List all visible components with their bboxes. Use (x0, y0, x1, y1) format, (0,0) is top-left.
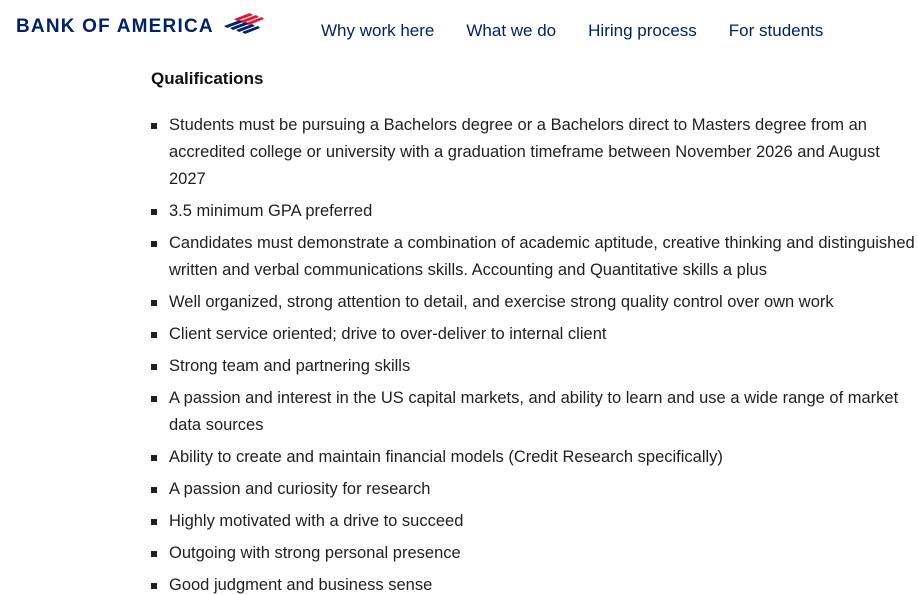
list-item-text: Candidates must demonstrate a combination of academic aptitude, creative thinking and distinguished written and verbal communications skills. Accounting and Quantitative skills a plus (169, 234, 915, 279)
list-item-text: Well organized, strong attention to detail, and exercise strong quality control over own work (169, 293, 834, 311)
bullet-icon (151, 583, 157, 589)
nav-what-we-do[interactable]: What we do (466, 21, 557, 40)
list-item (151, 572, 917, 595)
bullet-icon (151, 455, 157, 461)
bullet-icon (151, 364, 157, 370)
list-item (151, 540, 917, 567)
list-item-text: Strong team and partnering skills (169, 357, 411, 375)
bullet-icon (151, 241, 157, 247)
bullet-icon (151, 123, 157, 129)
list-item (151, 112, 917, 193)
list-item-text: Highly motivated with a drive to succeed (169, 512, 464, 530)
bullet-icon (151, 300, 157, 306)
bullet-icon (151, 332, 157, 338)
bullet-icon (151, 551, 157, 557)
section-title: Qualifications (151, 69, 264, 88)
main-nav (321, 20, 823, 42)
nav-hiring-process[interactable]: Hiring process (588, 21, 697, 40)
list-item (151, 508, 917, 535)
nav-for-students[interactable]: For students (728, 21, 824, 40)
qualifications-list (151, 112, 917, 595)
list-item-text: Students must be pursuing a Bachelors degree or a Bachelors direct to Masters degree from an accredited college or university with a graduation timeframe between November 2026 and August 2027 (169, 116, 880, 188)
bullet-icon (151, 487, 157, 493)
list-item-text: Ability to create and maintain financial models (Credit Research specifically) (169, 448, 723, 466)
list-item-text: 3.5 minimum GPA preferred (169, 202, 373, 220)
logo-text: BANK OF AMERICA (16, 16, 214, 37)
list-item (151, 230, 917, 284)
list-item (151, 198, 917, 225)
list-item (151, 444, 917, 471)
qualifications-section (151, 68, 917, 594)
bank-of-america-logo[interactable] (16, 16, 264, 38)
list-item (151, 385, 917, 439)
list-item (151, 353, 917, 380)
list-item (151, 289, 917, 316)
site-header (0, 0, 917, 62)
bullet-icon (151, 209, 157, 215)
bullet-icon (151, 519, 157, 525)
flag-stripes-icon (220, 12, 264, 38)
list-item (151, 476, 917, 503)
list-item-text: Good judgment and business sense (169, 576, 433, 594)
bullet-icon (151, 396, 157, 402)
list-item-text: Client service oriented; drive to over-deliver to internal client (169, 325, 607, 343)
list-item-text: A passion and curiosity for research (169, 480, 431, 498)
list-item-text: A passion and interest in the US capital markets, and ability to learn and use a wide range of market data sources (169, 389, 899, 434)
list-item-text: Outgoing with strong personal presence (169, 544, 461, 562)
list-item (151, 321, 917, 348)
nav-why-work-here[interactable]: Why work here (321, 21, 435, 40)
